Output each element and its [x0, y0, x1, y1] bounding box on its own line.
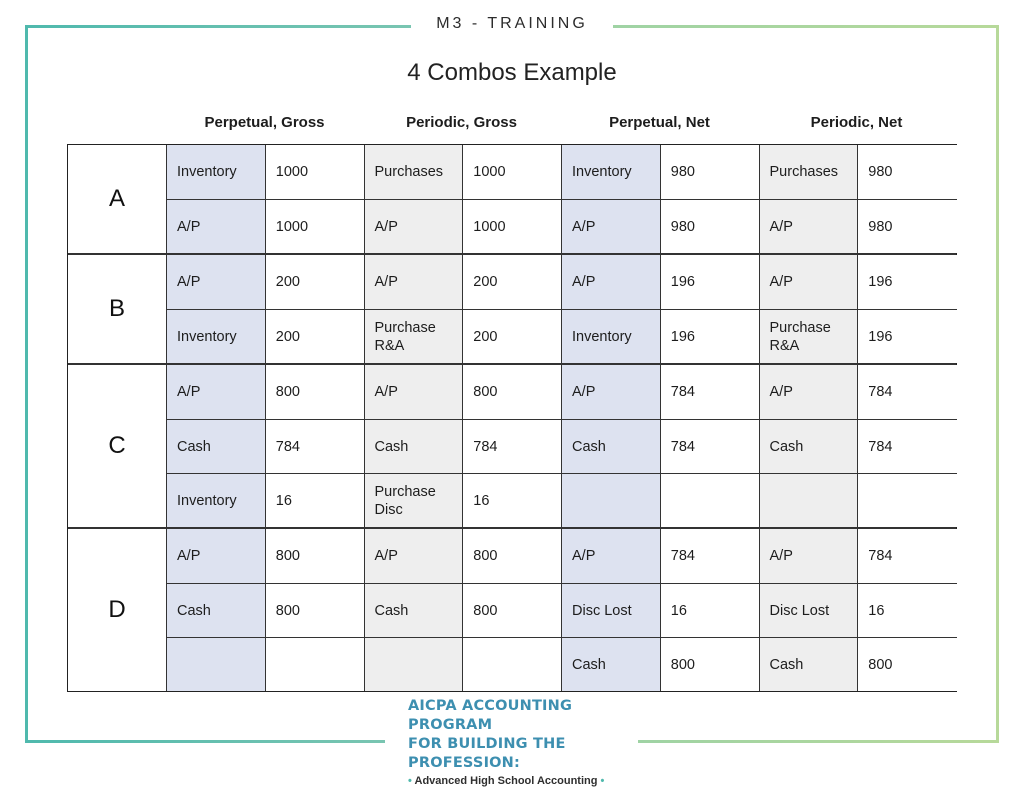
cell-perpetual-net-account: Cash: [562, 420, 661, 473]
cell-perpetual-net-amount: 784: [661, 529, 760, 583]
cell-perpetual-gross-account: Cash: [167, 584, 266, 637]
group-label: A: [68, 145, 167, 253]
cell-periodic-net-account: Purchase R&A: [760, 310, 859, 363]
journal-entries-table: [67, 144, 957, 692]
cell-periodic-gross-account: A/P: [365, 365, 464, 419]
cell-periodic-gross-amount: 200: [463, 310, 562, 363]
cell-periodic-net-amount: 784: [858, 529, 957, 583]
frame-bottom-right-border: [638, 740, 999, 743]
cell-periodic-net-account: Disc Lost: [760, 584, 859, 637]
bullet-icon: •: [600, 775, 605, 787]
cell-perpetual-gross-account: A/P: [167, 200, 266, 253]
cell-perpetual-net-amount: 980: [661, 200, 760, 253]
cell-perpetual-net-account: A/P: [562, 529, 661, 583]
cell-periodic-net-amount: 16: [858, 584, 957, 637]
cell-periodic-gross-amount: 16: [463, 474, 562, 527]
cell-periodic-gross-account: Cash: [365, 420, 464, 473]
bullet-icon: •: [408, 775, 412, 787]
cell-perpetual-net-account: Inventory: [562, 310, 661, 363]
cell-periodic-gross-amount: 800: [463, 365, 562, 419]
group-rows: [167, 365, 957, 527]
aicpa-logo: [408, 697, 628, 787]
entry-group-a: [68, 145, 956, 253]
group-label: B: [68, 255, 167, 363]
table-row: [167, 419, 957, 473]
cell-perpetual-gross-account: A/P: [167, 365, 266, 419]
cell-perpetual-net-account: Inventory: [562, 145, 661, 199]
group-label: D: [68, 529, 167, 691]
group-label: C: [68, 365, 167, 527]
column-header-periodic-net: Periodic, Net: [810, 114, 903, 131]
logo-subtitle: [408, 775, 628, 787]
cell-periodic-gross-amount: 800: [463, 529, 562, 583]
cell-periodic-net-account: [760, 474, 859, 527]
cell-perpetual-gross-account: A/P: [167, 529, 266, 583]
cell-perpetual-gross-amount: 1000: [266, 145, 365, 199]
cell-perpetual-gross-amount: 1000: [266, 200, 365, 253]
cell-perpetual-net-amount: 196: [661, 310, 760, 363]
cell-perpetual-gross-account: Inventory: [167, 474, 266, 527]
cell-periodic-gross-amount: 1000: [463, 200, 562, 253]
cell-perpetual-gross-account: Cash: [167, 420, 266, 473]
cell-perpetual-net-account: [562, 474, 661, 527]
group-rows: [167, 145, 957, 253]
cell-periodic-gross-account: Purchases: [365, 145, 464, 199]
cell-perpetual-gross-amount: 800: [266, 529, 365, 583]
cell-perpetual-net-amount: 196: [661, 255, 760, 309]
frame-bottom-left-border: [25, 740, 385, 743]
logo-subtitle-text: Advanced High School Accounting: [414, 775, 598, 787]
cell-periodic-gross-amount: 1000: [463, 145, 562, 199]
cell-perpetual-net-account: A/P: [562, 255, 661, 309]
cell-perpetual-net-account: Disc Lost: [562, 584, 661, 637]
cell-perpetual-gross-amount: 800: [266, 584, 365, 637]
cell-perpetual-net-amount: 980: [661, 145, 760, 199]
cell-perpetual-gross-account: [167, 638, 266, 691]
table-row: [167, 637, 957, 691]
cell-periodic-net-amount: 196: [858, 310, 957, 363]
cell-perpetual-net-amount: 784: [661, 365, 760, 419]
cell-periodic-gross-account: [365, 638, 464, 691]
entry-group-c: [68, 363, 956, 527]
table-row: [167, 255, 957, 309]
table-row: [167, 199, 957, 253]
cell-perpetual-gross-amount: 200: [266, 310, 365, 363]
frame-top-left-border: [25, 25, 411, 28]
logo-line-1: AICPA ACCOUNTING PROGRAM: [408, 698, 573, 733]
cell-periodic-net-account: Cash: [760, 420, 859, 473]
column-header-periodic-gross: Periodic, Gross: [406, 114, 517, 131]
cell-periodic-gross-account: A/P: [365, 529, 464, 583]
cell-periodic-gross-account: A/P: [365, 200, 464, 253]
frame-top-right-border: [613, 25, 999, 28]
cell-periodic-net-amount: 784: [858, 365, 957, 419]
table-row: [167, 583, 957, 637]
group-rows: [167, 255, 957, 363]
cell-periodic-gross-account: A/P: [365, 255, 464, 309]
frame-right-border: [996, 25, 999, 743]
cell-periodic-net-account: A/P: [760, 200, 859, 253]
cell-perpetual-net-account: Cash: [562, 638, 661, 691]
cell-perpetual-gross-account: A/P: [167, 255, 266, 309]
slide-title: 4 Combos Example: [407, 59, 617, 86]
cell-perpetual-gross-account: Inventory: [167, 145, 266, 199]
cell-perpetual-net-account: A/P: [562, 200, 661, 253]
cell-perpetual-net-amount: 16: [661, 584, 760, 637]
cell-periodic-gross-amount: 200: [463, 255, 562, 309]
cell-perpetual-gross-amount: [266, 638, 365, 691]
cell-perpetual-net-amount: 800: [661, 638, 760, 691]
column-header-perpetual-gross: Perpetual, Gross: [204, 114, 325, 131]
cell-periodic-net-account: A/P: [760, 365, 859, 419]
cell-periodic-net-account: Purchases: [760, 145, 859, 199]
cell-periodic-net-account: A/P: [760, 529, 859, 583]
cell-perpetual-gross-amount: 800: [266, 365, 365, 419]
cell-perpetual-gross-amount: 784: [266, 420, 365, 473]
cell-periodic-net-account: A/P: [760, 255, 859, 309]
cell-periodic-net-amount: 980: [858, 145, 957, 199]
entry-group-b: [68, 253, 956, 363]
table-row: [167, 365, 957, 419]
cell-perpetual-gross-account: Inventory: [167, 310, 266, 363]
cell-periodic-gross-account: Purchase R&A: [365, 310, 464, 363]
header-label: M3 - TRAINING: [436, 15, 588, 32]
entry-group-d: [68, 527, 956, 691]
cell-perpetual-net-account: A/P: [562, 365, 661, 419]
logo-line-2: FOR BUILDING THE PROFESSION:: [408, 736, 566, 771]
table-row: [167, 529, 957, 583]
cell-periodic-net-amount: 196: [858, 255, 957, 309]
frame-left-border: [25, 25, 28, 743]
table-row: [167, 473, 957, 527]
table-row: [167, 145, 957, 199]
cell-periodic-net-amount: [858, 474, 957, 527]
column-header-perpetual-net: Perpetual, Net: [609, 114, 710, 131]
cell-periodic-gross-account: Cash: [365, 584, 464, 637]
cell-periodic-net-amount: 980: [858, 200, 957, 253]
cell-perpetual-net-amount: 784: [661, 420, 760, 473]
cell-periodic-gross-amount: [463, 638, 562, 691]
group-rows: [167, 529, 957, 691]
cell-perpetual-gross-amount: 200: [266, 255, 365, 309]
cell-perpetual-gross-amount: 16: [266, 474, 365, 527]
cell-periodic-gross-amount: 784: [463, 420, 562, 473]
cell-periodic-gross-account: Purchase Disc: [365, 474, 464, 527]
cell-periodic-net-amount: 800: [858, 638, 957, 691]
table-row: [167, 309, 957, 363]
cell-periodic-gross-amount: 800: [463, 584, 562, 637]
cell-periodic-net-amount: 784: [858, 420, 957, 473]
cell-periodic-net-account: Cash: [760, 638, 859, 691]
cell-perpetual-net-amount: [661, 474, 760, 527]
